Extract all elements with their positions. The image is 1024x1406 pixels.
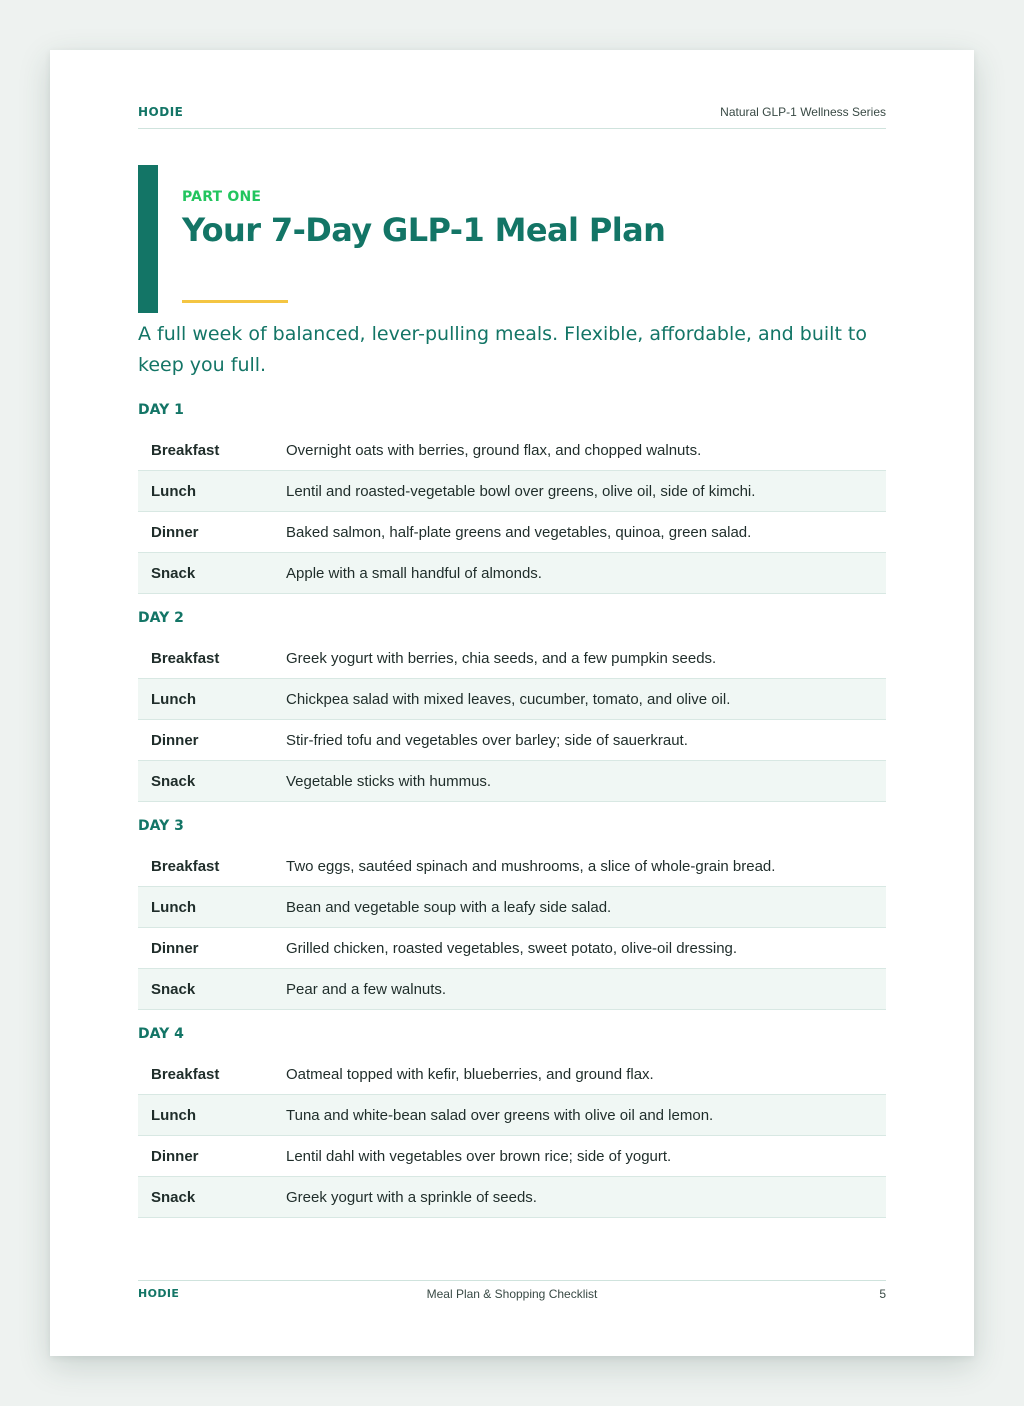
- meal-name: Dinner: [138, 1136, 286, 1177]
- day-label: DAY 1: [138, 402, 184, 418]
- meal-name: Lunch: [138, 887, 286, 928]
- table-row: [138, 846, 886, 887]
- table-row: [138, 720, 886, 761]
- meal-name: Snack: [138, 1177, 286, 1218]
- page-header: [138, 104, 886, 129]
- page-number: 5: [879, 1287, 886, 1301]
- meal-description: Grilled chicken, roasted vegetables, sweet potato, olive-oil dressing.: [286, 928, 886, 969]
- meal-name: Breakfast: [138, 1054, 286, 1095]
- table-row: [138, 1177, 886, 1218]
- header-brand: HODIE: [138, 105, 184, 119]
- meal-description: Lentil dahl with vegetables over brown rice; side of yogurt.: [286, 1136, 886, 1177]
- day-section: [138, 1022, 886, 1218]
- meal-description: Vegetable sticks with hummus.: [286, 761, 886, 802]
- meal-description: Overnight oats with berries, ground flax, and chopped walnuts.: [286, 430, 886, 471]
- section-kicker: PART ONE: [182, 189, 262, 205]
- table-row: [138, 1054, 886, 1095]
- table-row: [138, 430, 886, 471]
- table-row: [138, 969, 886, 1010]
- table-row: [138, 471, 886, 512]
- table-row: [138, 553, 886, 594]
- meal-name: Breakfast: [138, 846, 286, 887]
- title-underline: [182, 300, 288, 303]
- meal-description: Tuna and white-bean salad over greens with olive oil and lemon.: [286, 1095, 886, 1136]
- meal-name: Lunch: [138, 1095, 286, 1136]
- day-section: [138, 398, 886, 594]
- day-meal-table: [138, 1054, 886, 1218]
- meal-name: Dinner: [138, 512, 286, 553]
- day-section: [138, 814, 886, 1010]
- table-row: [138, 512, 886, 553]
- meal-description: Lentil and roasted-vegetable bowl over greens, olive oil, side of kimchi.: [286, 471, 886, 512]
- meal-name: Breakfast: [138, 638, 286, 679]
- day-meal-table: [138, 846, 886, 1010]
- meal-name: Breakfast: [138, 430, 286, 471]
- document-page: [50, 50, 974, 1356]
- meal-description: Greek yogurt with a sprinkle of seeds.: [286, 1177, 886, 1218]
- meal-description: Stir-fried tofu and vegetables over barley; side of sauerkraut.: [286, 720, 886, 761]
- section-accent-bar: [138, 165, 158, 313]
- day-section: [138, 606, 886, 802]
- table-row: [138, 1136, 886, 1177]
- page-title: Your 7-Day GLP-1 Meal Plan: [182, 211, 666, 249]
- day-label: DAY 3: [138, 818, 184, 834]
- meal-name: Dinner: [138, 720, 286, 761]
- day-label: DAY 2: [138, 610, 184, 626]
- meal-description: Greek yogurt with berries, chia seeds, and a few pumpkin seeds.: [286, 638, 886, 679]
- table-row: [138, 679, 886, 720]
- header-series-title: Natural GLP-1 Wellness Series: [720, 105, 886, 119]
- meal-name: Lunch: [138, 471, 286, 512]
- meal-description: Pear and a few walnuts.: [286, 969, 886, 1010]
- meal-plan-days: [138, 398, 886, 1230]
- meal-description: Apple with a small handful of almonds.: [286, 553, 886, 594]
- meal-description: Chickpea salad with mixed leaves, cucumber, tomato, and olive oil.: [286, 679, 886, 720]
- day-meal-table: [138, 430, 886, 594]
- meal-name: Snack: [138, 761, 286, 802]
- footer-document-title: Meal Plan & Shopping Checklist: [426, 1287, 598, 1301]
- table-row: [138, 638, 886, 679]
- day-meal-table: [138, 638, 886, 802]
- meal-name: Dinner: [138, 928, 286, 969]
- meal-description: Baked salmon, half-plate greens and vegetables, quinoa, green salad.: [286, 512, 886, 553]
- meal-name: Lunch: [138, 679, 286, 720]
- meal-name: Snack: [138, 553, 286, 594]
- table-row: [138, 928, 886, 969]
- table-row: [138, 887, 886, 928]
- table-row: [138, 1095, 886, 1136]
- meal-description: Oatmeal topped with kefir, blueberries, and ground flax.: [286, 1054, 886, 1095]
- footer-brand: HODIE: [138, 1287, 180, 1300]
- meal-description: Bean and vegetable soup with a leafy side salad.: [286, 887, 886, 928]
- table-row: [138, 761, 886, 802]
- day-label: DAY 4: [138, 1026, 184, 1042]
- page-subtitle: A full week of balanced, lever-pulling meals. Flexible, affordable, and built to keep you full.: [138, 323, 868, 376]
- meal-description: Two eggs, sautéed spinach and mushrooms, a slice of whole-grain bread.: [286, 846, 886, 887]
- page-footer: [138, 1280, 886, 1305]
- meal-name: Snack: [138, 969, 286, 1010]
